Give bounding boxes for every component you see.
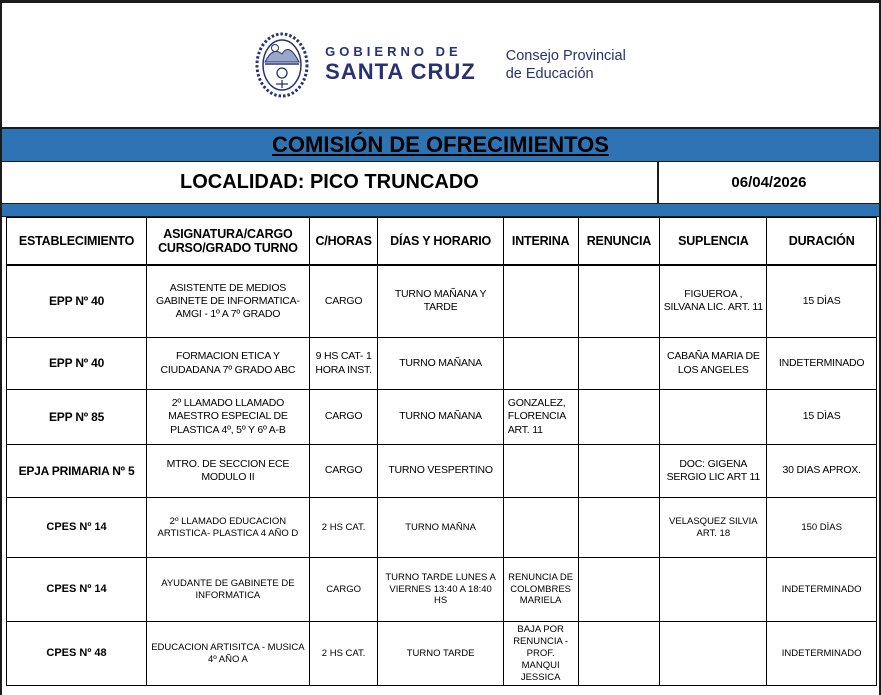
cell-asignatura: EDUCACION ARTISITCA - MUSICA 4º AÑO A: [147, 622, 310, 686]
locality-label: LOCALIDAD: PICO TRUNCADO: [2, 162, 659, 203]
table-body: [7, 265, 877, 686]
cell-renuncia: [578, 338, 660, 390]
cell-asignatura: 2º LLAMADO EDUCACION ARTISTICA- PLASTICA 4 AÑO D: [147, 498, 310, 558]
cell-c_horas: CARGO: [309, 445, 378, 498]
title-bar: [2, 127, 879, 162]
cell-suplencia: CABAÑA MARIA DE LOS ANGELES: [660, 338, 767, 390]
cell-duracion: 15 DÌAS: [767, 265, 877, 338]
government-wordmark: [325, 45, 476, 84]
cell-dias_horario: TURNO MAÑANA: [378, 390, 503, 445]
header-row: [7, 218, 877, 265]
cell-interina: GONZALEZ, FLORENCIA ART. 11: [503, 390, 578, 445]
cell-duracion: INDETERMINADO: [767, 558, 877, 622]
table-row: [7, 338, 877, 390]
consejo-wordmark: [506, 47, 626, 83]
table-row: [7, 622, 877, 686]
column-header-suplencia: SUPLENCIA: [660, 218, 767, 265]
table-row: [7, 558, 877, 622]
cell-c_horas: 2 HS CAT.: [309, 498, 378, 558]
consejo-line2: de Educación: [505, 66, 594, 82]
column-header-dias_horario: DÍAS Y HORARIO: [378, 218, 503, 265]
separator-strip: [2, 204, 879, 217]
column-header-interina: INTERINA: [503, 218, 578, 265]
cell-interina: BAJA POR RENUNCIA - PROF. MANQUI JESSICA: [503, 622, 578, 686]
consejo-line1: Consejo Provincial: [505, 47, 626, 64]
cell-suplencia: [660, 558, 767, 622]
gobierno-de-text: GOBIERNO DE: [325, 44, 462, 60]
cell-interina: [503, 265, 578, 338]
cell-renuncia: [578, 622, 660, 686]
cell-suplencia: DOC: GIGENA SERGIO LIC ART 11: [660, 445, 767, 498]
table-row: [7, 390, 877, 445]
cell-suplencia: [660, 390, 767, 445]
cell-establecimiento: EPJA PRIMARIA Nº 5: [7, 445, 147, 498]
column-header-establecimiento: ESTABLECIMIENTO: [7, 218, 147, 265]
column-header-c_horas: C/HORAS: [309, 218, 378, 265]
cell-interina: [503, 498, 578, 558]
cell-interina: RENUNCIA DE COLOMBRES MARIELA: [503, 558, 578, 622]
cell-c_horas: CARGO: [309, 558, 378, 622]
cell-duracion: INDETERMINADO: [767, 338, 877, 390]
cell-c_horas: 2 HS CAT.: [309, 622, 378, 686]
cell-asignatura: 2º LLAMADO LLAMADO MAESTRO ESPECIAL DE PLASTICA 4º, 5º Y 6º A-B: [147, 390, 310, 445]
letterhead: [2, 3, 879, 127]
table-row: [7, 498, 877, 558]
cell-duracion: 30 DIAS APROX.: [767, 445, 877, 498]
cell-establecimiento: EPP Nº 40: [7, 338, 147, 390]
page-title: COMISIÓN DE OFRECIMIENTOS: [272, 132, 609, 157]
cell-c_horas: CARGO: [309, 265, 378, 338]
cell-duracion: 150 DÌAS: [767, 498, 877, 558]
column-header-duracion: DURACIÓN: [767, 218, 877, 265]
cell-establecimiento: EPP Nº 40: [7, 265, 147, 338]
cell-dias_horario: TURNO MAÑNA: [378, 498, 503, 558]
cell-suplencia: VELASQUEZ SILVIA ART. 18: [660, 498, 767, 558]
cell-dias_horario: TURNO TARDE LUNES A VIERNES 13:40 A 18:40 HS: [378, 558, 503, 622]
cell-dias_horario: TURNO VESPERTINO: [378, 445, 503, 498]
cell-renuncia: [578, 390, 660, 445]
santa-cruz-text: SANTA CRUZ: [325, 59, 476, 85]
cell-suplencia: FIGUEROA , SILVANA LIC. ART. 11: [660, 265, 767, 338]
santa-cruz-coat-of-arms-icon: [255, 32, 309, 98]
cell-establecimiento: CPES Nº 14: [7, 558, 147, 622]
cell-suplencia: [660, 622, 767, 686]
bottom-margin: [2, 686, 879, 695]
cell-renuncia: [578, 265, 660, 338]
cell-renuncia: [578, 445, 660, 498]
cell-establecimiento: CPES Nº 48: [7, 622, 147, 686]
cell-interina: [503, 445, 578, 498]
cell-establecimiento: EPP Nº 85: [7, 390, 147, 445]
offers-table: [6, 217, 877, 686]
cell-asignatura: FORMACION ETICA Y CIUDADANA 7º GRADO ABC: [147, 338, 310, 390]
cell-duracion: 15 DÌAS: [767, 390, 877, 445]
cell-establecimiento: CPES Nº 14: [7, 498, 147, 558]
cell-dias_horario: TURNO TARDE: [378, 622, 503, 686]
cell-asignatura: ASISTENTE DE MEDIOS GABINETE DE INFORMATICA- AMGI - 1º A 7º GRADO: [147, 265, 310, 338]
cell-renuncia: [578, 558, 660, 622]
table-row: [7, 265, 877, 338]
cell-asignatura: MTRO. DE SECCION ECE MODULO II: [147, 445, 310, 498]
table-header: [7, 218, 877, 265]
date-value: 06/04/2026: [731, 174, 807, 191]
cell-c_horas: CARGO: [309, 390, 378, 445]
column-header-asignatura: ASIGNATURA/CARGO CURSO/GRADO TURNO: [147, 218, 310, 265]
cell-interina: [503, 338, 578, 390]
column-header-renuncia: RENUNCIA: [578, 218, 660, 265]
subtitle-row: [2, 162, 879, 204]
table-row: [7, 445, 877, 498]
cell-renuncia: [578, 498, 660, 558]
cell-dias_horario: TURNO MAÑANA Y TARDE: [378, 265, 503, 338]
cell-dias_horario: TURNO MAÑANA: [378, 338, 503, 390]
cell-c_horas: 9 HS CAT- 1 HORA INST.: [309, 338, 378, 390]
cell-duracion: INDETERMINADO: [767, 622, 877, 686]
cell-asignatura: AYUDANTE DE GABINETE DE INFORMATICA: [147, 558, 310, 622]
